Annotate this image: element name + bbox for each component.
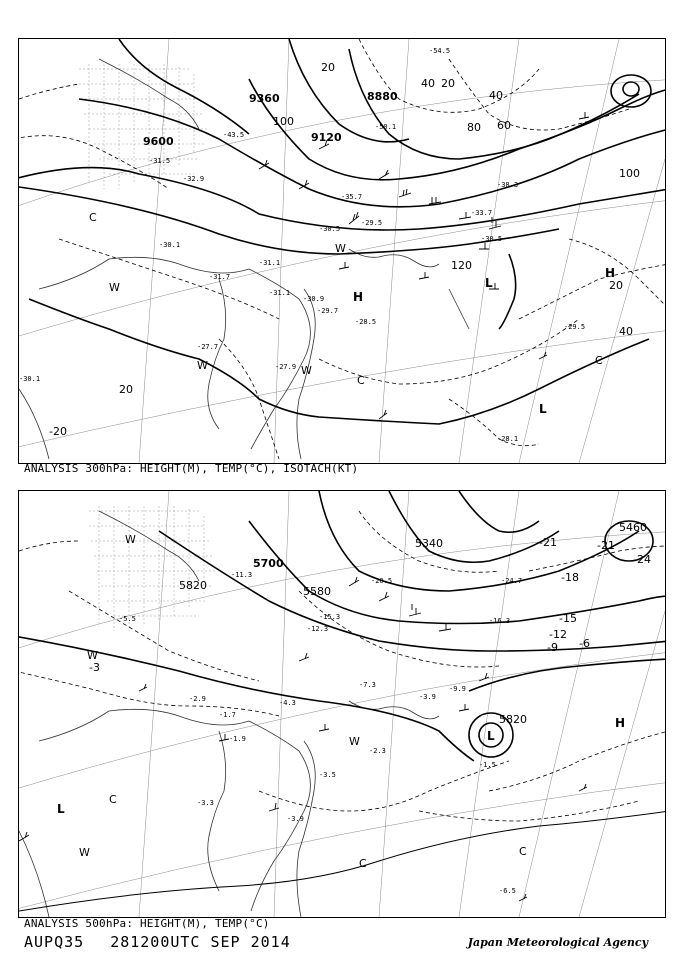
temp-sample: -2.9: [189, 695, 206, 703]
contour-9360: [79, 99, 665, 207]
map-500hpa-canvas: [19, 491, 665, 917]
height-label: 5580: [303, 585, 331, 598]
contour-9120: [249, 79, 665, 180]
isotach-label: 40: [489, 89, 503, 102]
contour-5700: [159, 531, 665, 651]
isotach-label: 100: [273, 115, 294, 128]
high-pressure-marker: H: [615, 716, 626, 730]
temp-sample: -4.3: [279, 699, 296, 707]
isotach-label: 20: [441, 77, 455, 90]
temp-label: -21: [539, 536, 557, 549]
isotachs-300: [19, 187, 649, 424]
temp-sample: -29.7: [317, 307, 339, 315]
map-500hpa: [18, 490, 666, 918]
isotach-label: 100: [619, 167, 640, 180]
isotach-label: 120: [451, 259, 472, 272]
temp-sample: -31.7: [209, 273, 231, 281]
temp-sample: -9.9: [449, 685, 466, 693]
low-pressure-marker: L: [485, 276, 493, 290]
isotach-label: 20: [119, 383, 133, 396]
temp-label: -15: [559, 612, 577, 625]
isotach-label: 20: [321, 61, 335, 74]
temp-sample: -1.9: [229, 735, 246, 743]
isotach-label: -20: [49, 425, 67, 438]
contour-5460: [319, 491, 639, 591]
map-300hpa-canvas: [19, 39, 665, 463]
high-pressure-marker: H: [605, 266, 616, 280]
temp-sample: -32.9: [183, 175, 205, 183]
warm-marker: W: [197, 359, 208, 372]
isotach-label: 40: [619, 325, 633, 338]
map-300hpa: [18, 38, 666, 464]
height-label: 5460: [619, 521, 647, 534]
temp-label: -24: [633, 553, 651, 566]
temp-sample: -12.3: [307, 625, 329, 633]
warm-marker: W: [109, 281, 120, 294]
temp-sample: -5.5: [119, 615, 136, 623]
temp-sample: -2.3: [369, 747, 386, 755]
temp-sample: -30.1: [159, 241, 181, 249]
hatched-area-500: [89, 506, 215, 631]
cold-marker: C: [595, 354, 603, 367]
temp-sample: -20.5: [371, 577, 393, 585]
ridge-line-500: [19, 811, 665, 911]
isotach-label: 20: [609, 279, 623, 292]
warm-marker: W: [349, 735, 360, 748]
warm-marker: W: [79, 846, 90, 859]
temp-sample: -27.7: [197, 343, 219, 351]
warm-marker: W: [335, 242, 346, 255]
chart-identifier: [24, 933, 291, 951]
cold-marker: C: [89, 211, 97, 224]
isotach-label: 80: [467, 121, 481, 134]
cold-marker: C: [519, 845, 527, 858]
cold-marker: C: [109, 793, 117, 806]
temp-sample: -30.1: [19, 375, 41, 383]
temp-sample: -3.9: [287, 815, 304, 823]
height-label: 5340: [415, 537, 443, 550]
temp-label: -9: [547, 641, 558, 654]
agency-name: Japan Meteorological Agency: [467, 936, 648, 949]
height-label: 8880: [367, 90, 398, 103]
temp-sample: -7.3: [359, 681, 376, 689]
temp-sample: -30.9: [303, 295, 325, 303]
temp-sample: -28.5: [355, 318, 377, 326]
temp-label: -21: [597, 539, 615, 552]
temp-sample: -6.5: [499, 887, 516, 895]
temp-sample: -54.5: [429, 47, 451, 55]
contour-5340: [389, 491, 559, 562]
temp-sample: -28.1: [497, 435, 519, 443]
height-contours-500: [19, 491, 665, 761]
temp-sample: -3.5: [319, 771, 336, 779]
temp-sample: -1.7: [219, 711, 236, 719]
height-label: 5820: [179, 579, 207, 592]
temp-sample: -33.7: [471, 209, 493, 217]
height-label: 9120: [311, 131, 342, 144]
map-500hpa-caption: ANALYSIS 500hPa: HEIGHT(M), TEMP(°C): [24, 917, 270, 930]
height-label: 9600: [143, 135, 174, 148]
isotach-label: 60: [497, 119, 511, 132]
temp-sample: -3.9: [419, 693, 436, 701]
temp-sample: -38.3: [497, 181, 519, 189]
temp-label: -18: [561, 571, 579, 584]
temp-sample: -30.5: [319, 225, 341, 233]
height-label: 5700: [253, 557, 284, 570]
temp-sample: -27.9: [275, 363, 297, 371]
temp-sample: -24.7: [501, 577, 523, 585]
warm-marker: W: [87, 649, 98, 662]
warm-marker: W: [125, 533, 136, 546]
warm-marker: W: [301, 364, 312, 377]
valid-time: 281200UTC SEP 2014: [110, 933, 291, 951]
isotach-label: 40: [421, 77, 435, 90]
temp-sample: -35.7: [341, 193, 363, 201]
temp-sample: -16.3: [489, 617, 511, 625]
temp-sample: -3.3: [197, 799, 214, 807]
low-pressure-marker: L: [539, 402, 547, 416]
temp-label: -6: [579, 637, 590, 650]
temp-sample: -31.1: [259, 259, 281, 267]
low-pressure-marker: L: [57, 802, 65, 816]
temp-sample: -30.5: [481, 235, 503, 243]
temp-sample: -11.3: [231, 571, 253, 579]
height-label: 9360: [249, 92, 280, 105]
cold-marker: C: [357, 374, 365, 387]
cold-marker: C: [359, 857, 367, 870]
temp-sample: -29.5: [564, 323, 586, 331]
coastline-300: [19, 59, 469, 459]
map-300hpa-caption: ANALYSIS 300hPa: HEIGHT(M), TEMP(°C), ISOTACH(KT): [24, 462, 359, 475]
temp-sample: -15.3: [319, 613, 341, 621]
height-label: 5820: [499, 713, 527, 726]
temp-label: -3: [89, 661, 100, 674]
temp-sample: -31.5: [149, 157, 171, 165]
temp-sample: -31.1: [269, 289, 291, 297]
temp-sample: -1.5: [479, 761, 496, 769]
low-pressure-marker: L: [487, 729, 495, 743]
temp-sample: -29.5: [361, 219, 383, 227]
product-code: AUPQ35: [24, 933, 85, 951]
temp-contours-500: [19, 511, 665, 821]
temp-sample: -50.1: [375, 123, 397, 131]
temp-sample: -43.5: [223, 131, 245, 139]
temp-label: -12: [549, 628, 567, 641]
high-pressure-marker: H: [353, 290, 364, 304]
